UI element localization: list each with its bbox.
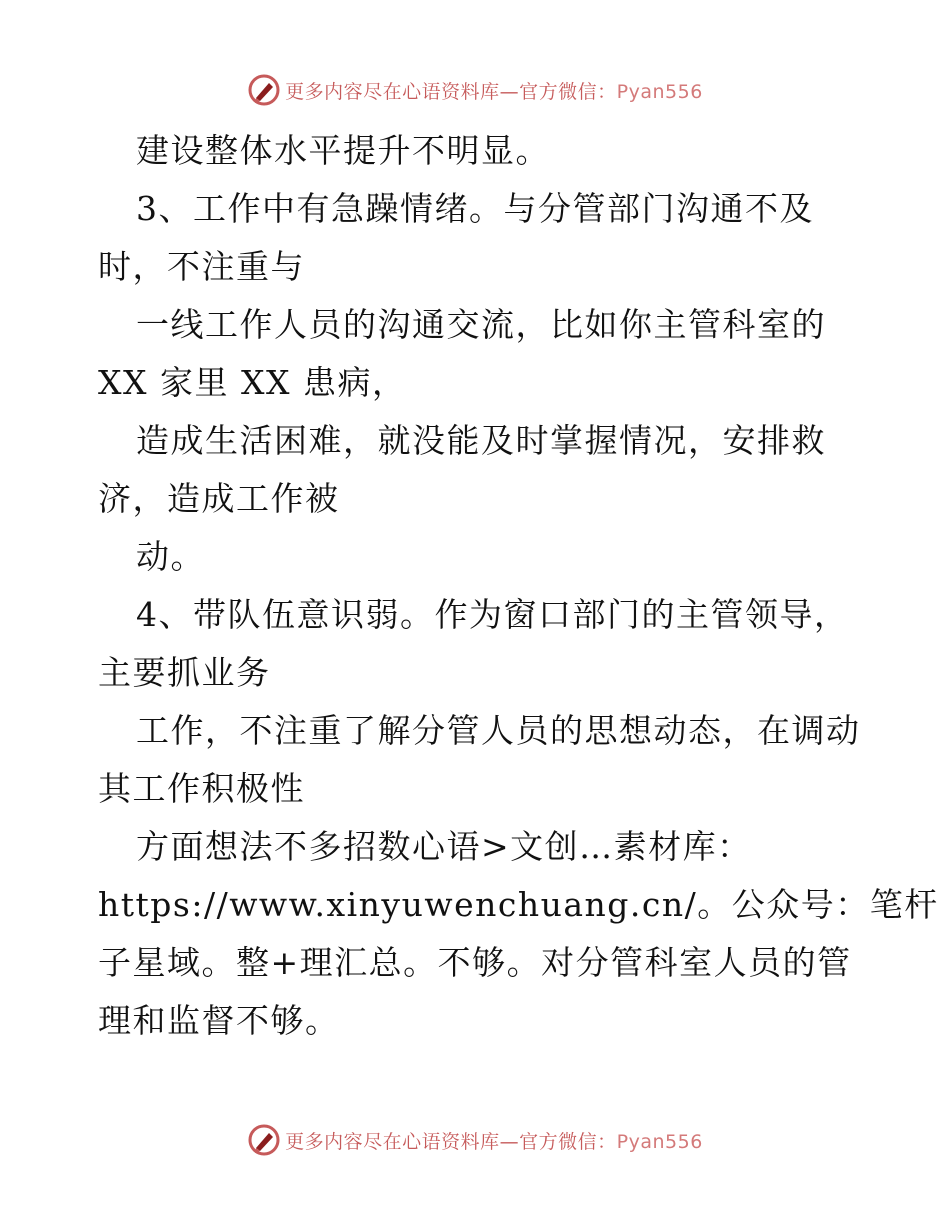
text-line: 一线工作人员的沟通交流，比如你主管科室的 (136, 305, 826, 344)
text-line: 济，造成工作被 (98, 479, 340, 518)
pen-logo-icon (247, 73, 281, 107)
watermark-text: 更多内容尽在心语资料库—官方微信：Pyan556 (285, 1130, 703, 1153)
document-body (98, 122, 939, 1050)
text-line: 主要抓业务 (98, 653, 271, 692)
text-line: 工作，不注重了解分管人员的思想动态，在调动 (136, 711, 861, 750)
text-line: 理和监督不够。 (98, 1001, 340, 1040)
watermark-text: 更多内容尽在心语资料库—官方微信：Pyan556 (285, 80, 703, 103)
text-line: 方面想法不多招数心语>文创…素材库： (136, 827, 752, 866)
text-line: https://www.xinyuwenchuang.cn/。公众号：笔杆 (98, 885, 939, 924)
watermark-footer (0, 1120, 950, 1160)
text-line: 3、工作中有急躁情绪。与分管部门沟通不及 (136, 189, 814, 228)
text-line: 建设整体水平提升不明显。 (136, 131, 550, 170)
watermark-header (0, 70, 950, 110)
text-line: 子星域。整+理汇总。不够。对分管科室人员的管 (98, 943, 852, 982)
text-line: 造成生活困难，就没能及时掌握情况，安排救 (136, 421, 826, 460)
text-line: 其工作积极性 (98, 769, 305, 808)
text-line: 时，不注重与 (98, 247, 305, 286)
text-line: 动。 (136, 537, 205, 576)
pen-logo-icon (247, 1123, 281, 1157)
text-line: XX 家里 XX 患病， (98, 363, 407, 402)
text-line: 4、带队伍意识弱。作为窗口部门的主管领导， (136, 595, 849, 634)
